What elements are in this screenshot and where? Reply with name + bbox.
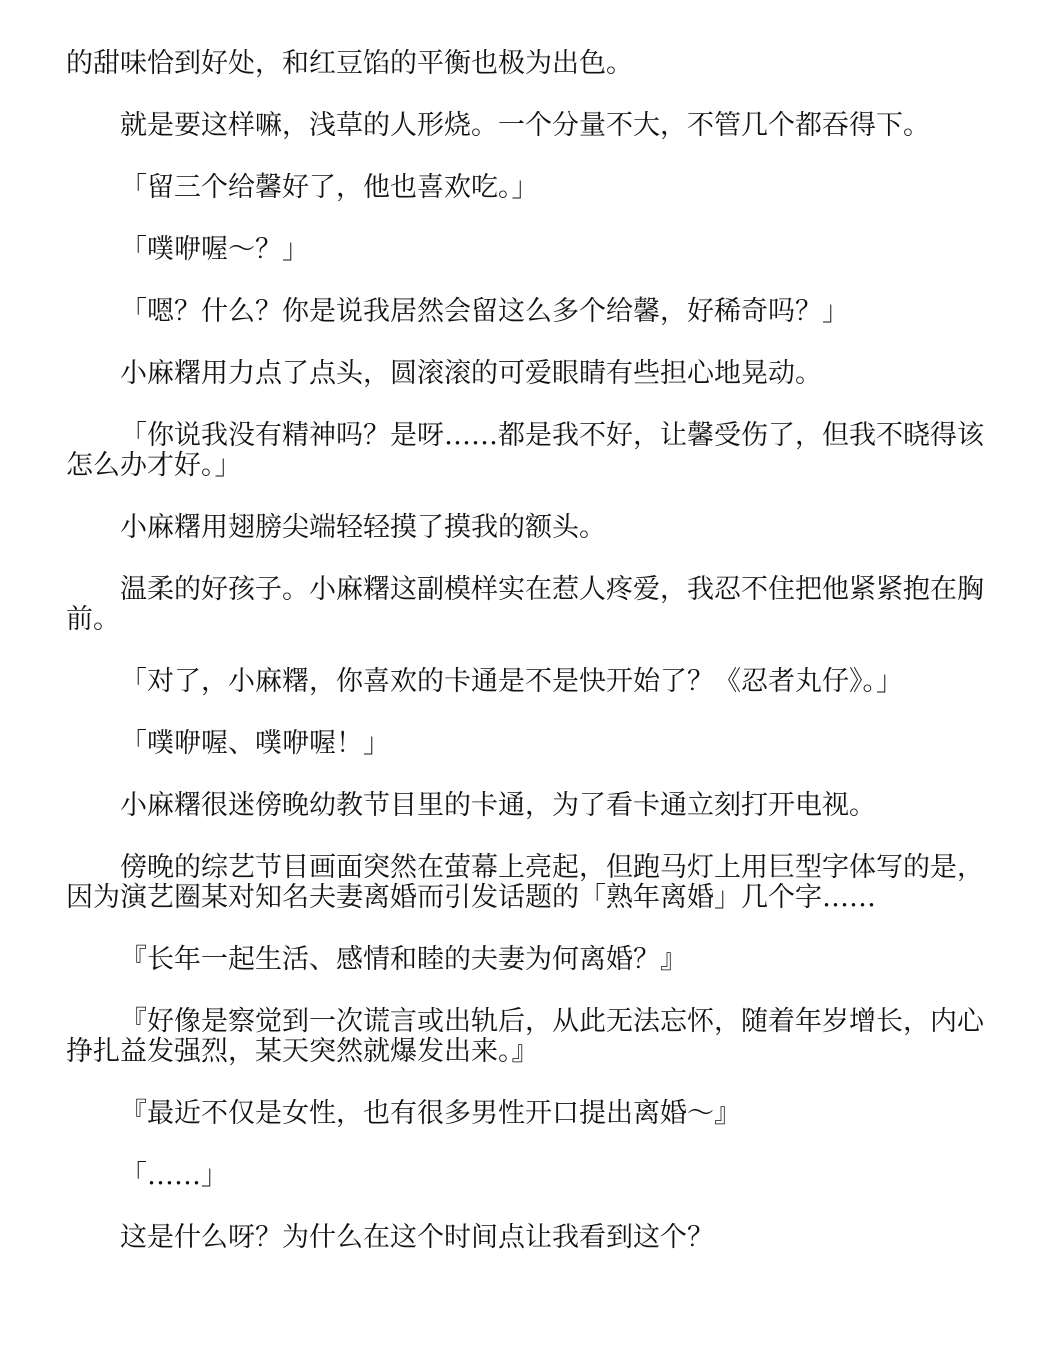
quote-line: 『好像是察觉到一次谎言或出轨后，从此无法忘怀，随着年岁增长，内心	[120, 1006, 984, 1037]
paragraph-continued-line: 的甜味恰到好处，和红豆馅的平衡也极为出色。	[66, 48, 633, 79]
dialogue-line: 「嗯？什么？你是说我居然会留这么多个给馨，好稀奇吗？」	[120, 296, 849, 327]
paragraph-line: 小麻糬用力点了点头，圆滚滚的可爱眼睛有些担心地晃动。	[120, 358, 822, 389]
paragraph-line: 傍晚的综艺节目画面突然在萤幕上亮起，但跑马灯上用巨型字体写的是，	[120, 852, 984, 883]
paragraph-continued-line: 因为演艺圈某对知名夫妻离婚而引发话题的「熟年离婚」几个字……	[66, 882, 876, 913]
dialogue-line: 「噗咿喔～？」	[120, 234, 309, 265]
paragraph-line: 温柔的好孩子。小麻糬这副模样实在惹人疼爱，我忍不住把他紧紧抱在胸	[120, 574, 984, 605]
quote-line: 『长年一起生活、感情和睦的夫妻为何离婚？』	[120, 944, 687, 975]
paragraph-continued-line: 前。	[66, 604, 120, 635]
dialogue-line: 「……」	[120, 1160, 228, 1191]
paragraph-line: 这是什么呀？为什么在这个时间点让我看到这个？	[120, 1222, 714, 1253]
dialogue-line: 「你说我没有精神吗？是呀……都是我不好，让馨受伤了，但我不晓得该	[120, 420, 984, 451]
paragraph-line: 就是要这样嘛，浅草的人形烧。一个分量不大，不管几个都吞得下。	[120, 110, 930, 141]
dialogue-line: 「对了，小麻糬，你喜欢的卡通是不是快开始了？《忍者丸仔》。」	[120, 666, 903, 697]
quote-line: 『最近不仅是女性，也有很多男性开口提出离婚～』	[120, 1098, 741, 1129]
quote-continued-line: 挣扎益发强烈，某天突然就爆发出来。』	[66, 1036, 539, 1067]
dialogue-line: 「留三个给馨好了，他也喜欢吃。」	[120, 172, 539, 203]
paragraph-line: 小麻糬很迷傍晚幼教节目里的卡通，为了看卡通立刻打开电视。	[120, 790, 876, 821]
dialogue-continued-line: 怎么办才好。」	[66, 450, 242, 481]
paragraph-line: 小麻糬用翅膀尖端轻轻摸了摸我的额头。	[120, 512, 606, 543]
dialogue-line: 「噗咿喔、噗咿喔！」	[120, 728, 390, 759]
